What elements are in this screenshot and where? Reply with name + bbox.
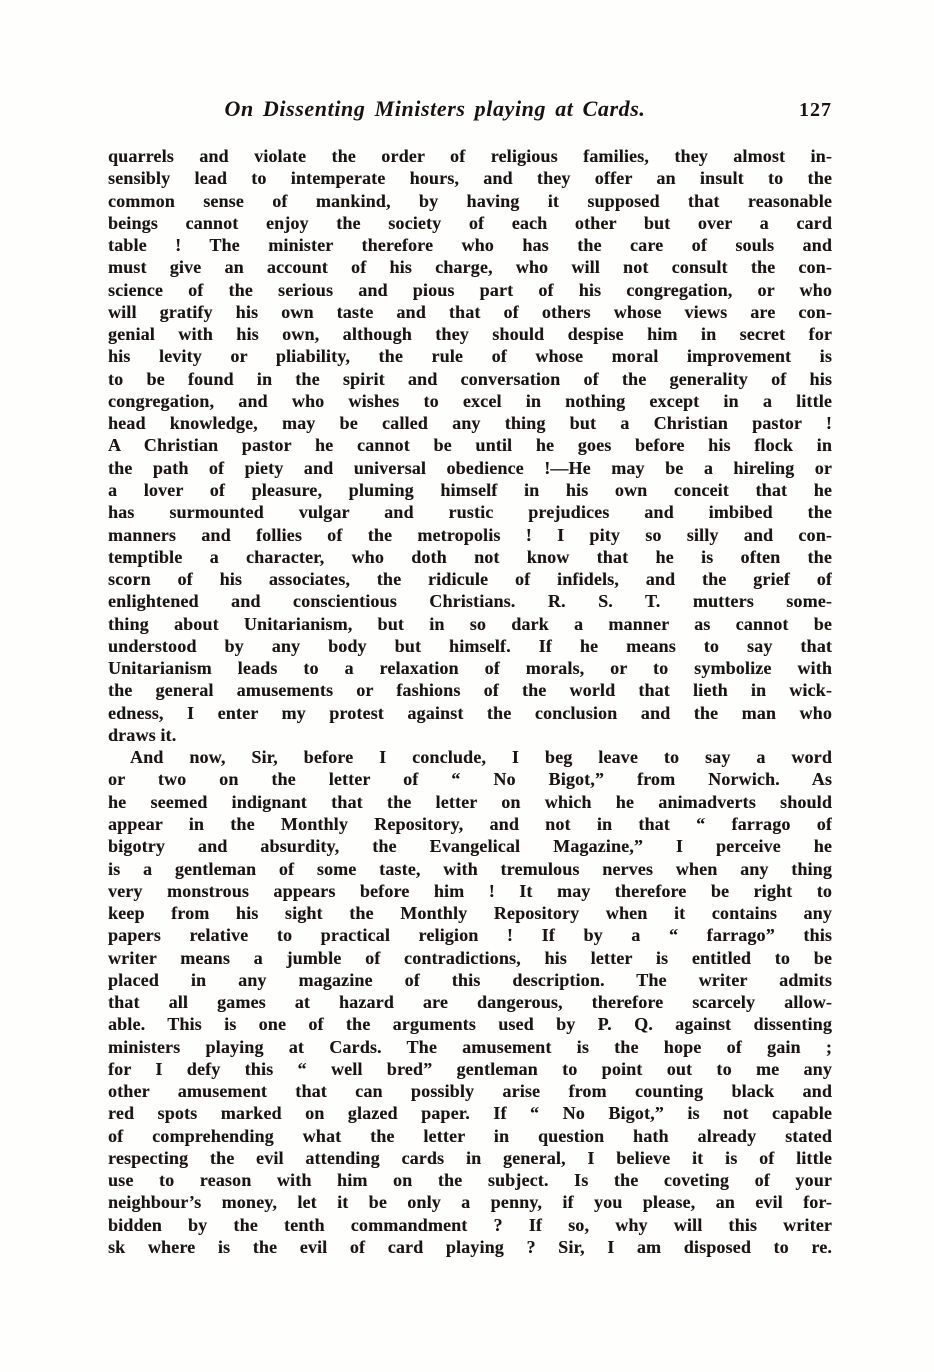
text-line: is a gentleman of some taste, with tremulous nerves when any thing bbox=[108, 858, 832, 879]
text-line: table ! The minister therefore who has the care of souls and bbox=[108, 235, 832, 256]
text-line: manners and follies of the metropolis ! I pity so silly and con- bbox=[108, 524, 832, 545]
text-line: that all games at hazard are dangerous, therefore scarcely allow- bbox=[108, 992, 832, 1013]
text-line: common sense of mankind, by having it supposed that reasonable bbox=[108, 190, 832, 211]
text-line: sensibly lead to intemperate hours, and they offer an insult to the bbox=[108, 168, 832, 189]
text-line: science of the serious and pious part of his congregation, or who bbox=[108, 279, 832, 300]
text-line: a lover of pleasure, pluming himself in his own conceit that he bbox=[108, 479, 832, 500]
text-line: to be found in the spirit and conversation of the generality of his bbox=[108, 368, 832, 389]
text-line: papers relative to practical religion ! If by a “ farrago” this bbox=[108, 925, 832, 946]
text-line: other amusement that can possibly arise from counting black and bbox=[108, 1081, 832, 1102]
text-line: head knowledge, may be called any thing but a Christian pastor ! bbox=[108, 413, 832, 434]
text-line: of comprehending what the letter in question hath already stated bbox=[108, 1125, 832, 1146]
text-line: quarrels and violate the order of religious families, they almost in- bbox=[108, 146, 832, 166]
paragraph bbox=[108, 746, 832, 1258]
page-number: 127 bbox=[799, 99, 832, 121]
text-line: thing about Unitarianism, but in so dark a manner as cannot be bbox=[108, 613, 832, 634]
text-line: writer means a jumble of contradictions, his letter is entitled to be bbox=[108, 947, 832, 968]
text-line: appear in the Monthly Repository, and not in that “ farrago of bbox=[108, 813, 832, 834]
text-line: keep from his sight the Monthly Repository when it contains any bbox=[108, 903, 832, 924]
text-line: Unitarianism leads to a relaxation of morals, or to symbolize with bbox=[108, 658, 832, 679]
text-line: A Christian pastor he cannot be until he goes before his flock in bbox=[108, 435, 832, 456]
article-body bbox=[108, 145, 832, 1258]
text-line: temptible a character, who doth not know that he is often the bbox=[108, 546, 832, 567]
text-line: must give an account of his charge, who will not consult the con- bbox=[108, 257, 832, 278]
text-line: the path of piety and universal obedience !—He may be a hireling or bbox=[108, 457, 832, 478]
text-line: for I defy this “ well bred” gentleman to point out to me any bbox=[108, 1058, 832, 1079]
text-line: able. This is one of the arguments used by P. Q. against dissenting bbox=[108, 1014, 832, 1035]
text-line: red spots marked on glazed paper. If “ No Bigot,” is not capable bbox=[108, 1103, 832, 1124]
text-line: bidden by the tenth commandment ? If so, why will this writer bbox=[108, 1214, 832, 1235]
page-header bbox=[108, 96, 832, 126]
text-line: ministers playing at Cards. The amusement is the hope of gain ; bbox=[108, 1036, 832, 1057]
text-line: respecting the evil attending cards in general, I believe it is of little bbox=[108, 1147, 832, 1168]
text-line: congregation, and who wishes to excel in nothing except in a little bbox=[108, 390, 832, 411]
running-title: On Dissenting Ministers playing at Cards. bbox=[224, 96, 646, 121]
text-line: bigotry and absurdity, the Evangelical Magazine,” I perceive he bbox=[108, 836, 832, 857]
text-line: edness, I enter my protest against the conclusion and the man who bbox=[108, 702, 832, 723]
text-line: sk where is the evil of card playing ? Sir, I am disposed to re. bbox=[108, 1237, 832, 1258]
text-line: or two on the letter of “ No Bigot,” from Norwich. As bbox=[108, 769, 832, 790]
text-line: the general amusements or fashions of the world that lieth in wick- bbox=[108, 680, 832, 701]
text-column bbox=[108, 96, 832, 1258]
text-line: neighbour’s money, let it be only a penny, if you please, an evil for- bbox=[108, 1192, 832, 1213]
text-line: very monstrous appears before him ! It may therefore be right to bbox=[108, 880, 832, 901]
text-line: And now, Sir, before I conclude, I beg leave to say a word bbox=[130, 747, 832, 768]
text-line: understood by any body but himself. If he means to say that bbox=[108, 635, 832, 656]
text-line: will gratify his own taste and that of others whose views are con- bbox=[108, 301, 832, 322]
paragraph bbox=[108, 145, 832, 746]
text-line: use to reason with him on the subject. Is the coveting of your bbox=[108, 1170, 832, 1191]
text-line: draws it. bbox=[108, 724, 177, 745]
text-line: beings cannot enjoy the society of each other but over a card bbox=[108, 212, 832, 233]
text-line: his levity or pliability, the rule of whose moral improvement is bbox=[108, 346, 832, 367]
text-line: genial with his own, although they should despise him in secret for bbox=[108, 324, 832, 345]
text-line: scorn of his associates, the ridicule of infidels, and the grief of bbox=[108, 569, 832, 590]
text-line: placed in any magazine of this description. The writer admits bbox=[108, 969, 832, 990]
text-line: has surmounted vulgar and rustic prejudices and imbibed the bbox=[108, 502, 832, 523]
text-line: he seemed indignant that the letter on which he animadverts should bbox=[108, 791, 832, 812]
text-line: enlightened and conscientious Christians. R. S. T. mutters some- bbox=[108, 591, 832, 612]
